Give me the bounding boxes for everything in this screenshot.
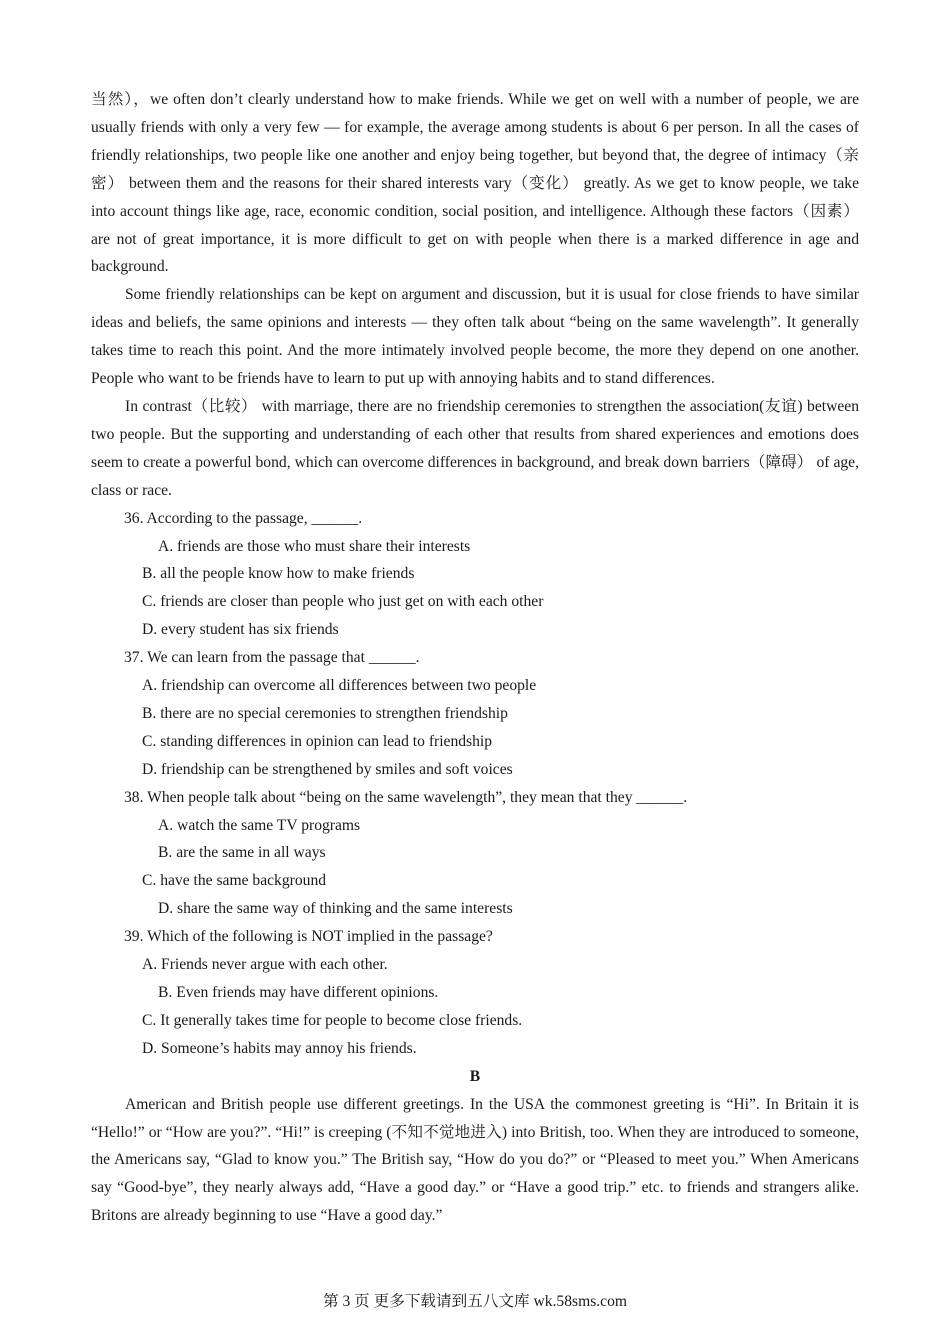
exam-page	[91, 86, 859, 1230]
passage-a-paragraph-1: 当然），we often don’t clearly understand how to make friends. While we get on well with a number of people, we are usually friends with only a very few — for example, the average among students is about 6 per person. In all the cases of friendly relationships, two people like one another and enjoy being together, but beyond that, the degree of intimacy（亲密） between them and the reasons for their shared interests vary（变化） greatly. As we get to know people, we take into account things like age, race, economic condition, social position, and intelligence. Although these factors（因素） are not of great importance, it is more difficult to get on with people when there is a marked difference in age and background.	[91, 91, 859, 276]
question-stem: 37. We can learn from the passage that ______.	[124, 649, 420, 667]
page-footer: 第 3 页 更多下载请到五八文库 wk.58sms.com	[322, 1293, 628, 1310]
passage-a-paragraph-2: Some friendly relationships can be kept on argument and discussion, but it is usual for close friends to have similar ideas and beliefs, the same opinions and interests — they often talk about “being on the same wavelength”. It generally takes time to reach this point. And the more intimately involved people become, the more they depend on one another. People who want to be friends have to learn to put up with annoying habits and to stand differences.	[91, 286, 859, 388]
option-b: B. Even friends may have different opinions.	[158, 984, 439, 1001]
option-d: D. share the same way of thinking and the same interests	[158, 900, 513, 918]
question-stem: 36. According to the passage, ______.	[124, 509, 363, 527]
passage-b-paragraph: American and British people use different greetings. In the USA the commonest greeting is “Hi”. In Britain it is “Hello!” or “How are you?”. “Hi!” is creeping (不知不觉地进入) into British, too. When they are introduced to someone, the Americans say, “Glad to know you.” The British say, “How do you do?” or “Pleased to meet you.” When Americans say “Good-bye”, they nearly always add, “Have a good day.” or “Have a good trip.” etc. to friends and strangers alike. Britons are already beginning to use “Have a good day.”	[91, 1095, 859, 1225]
option-c: C. friends are closer than people who just get on with each other	[142, 593, 544, 611]
option-d: D. Someone’s habits may annoy his friends.	[142, 1039, 417, 1057]
option-b: B. there are no special ceremonies to strengthen friendship	[142, 704, 508, 722]
option-d: D. every student has six friends	[142, 621, 339, 639]
question-39	[91, 923, 859, 1063]
question-38	[91, 784, 859, 924]
passage-a-paragraph-3: In contrast（比较） with marriage, there are no friendship ceremonies to strengthen the association(友谊) between two people. But the supporting and understanding of each other that results from shared experiences and emotions does seem to create a powerful bond, which can overcome differences in background, and break down barriers（障碍） of age, class or race.	[91, 397, 859, 499]
question-37	[91, 644, 859, 784]
option-b: B. all the people know how to make friends	[142, 565, 415, 583]
question-36	[91, 505, 859, 645]
option-a: A. friends are those who must share their interests	[158, 537, 471, 555]
question-stem: 38. When people talk about “being on the same wavelength”, they mean that they ______.	[124, 788, 688, 806]
option-c: C. have the same background	[142, 872, 327, 890]
option-a: A. Friends never argue with each other.	[142, 956, 388, 974]
option-a: A. friendship can overcome all differences between two people	[142, 677, 537, 695]
option-a: A. watch the same TV programs	[158, 816, 361, 834]
question-stem: 39. Which of the following is NOT implied in the passage?	[124, 928, 493, 946]
option-d: D. friendship can be strengthened by smiles and soft voices	[142, 760, 513, 778]
option-c: C. It generally takes time for people to become close friends.	[142, 1011, 523, 1029]
option-b: B. are the same in all ways	[158, 844, 326, 862]
section-b-title: B	[469, 1067, 481, 1085]
option-c: C. standing differences in opinion can lead to friendship	[142, 732, 493, 750]
